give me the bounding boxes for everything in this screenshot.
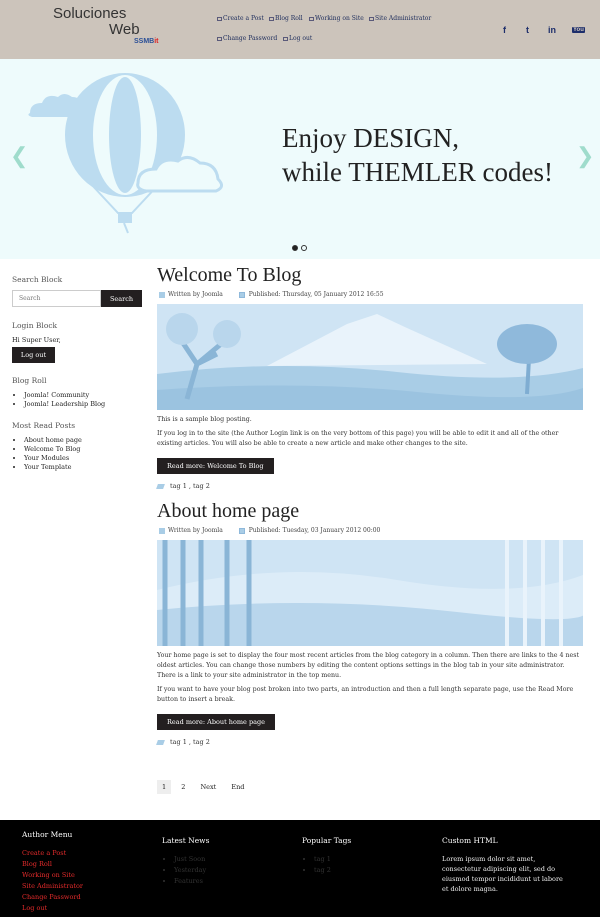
article-title[interactable]: About home page: [157, 500, 300, 522]
read-more-button[interactable]: Read more: Welcome To Blog: [157, 458, 274, 474]
author-menu-item[interactable]: Blog Roll: [22, 860, 52, 868]
slider-dot-1[interactable]: [292, 245, 298, 251]
author-menu: [22, 830, 162, 914]
tag-icon: [156, 484, 165, 489]
article-author: Written by Joomla: [168, 527, 223, 534]
logo-line-1: Soluciones: [53, 5, 127, 22]
author-menu-item[interactable]: Working on Site: [22, 871, 75, 879]
slider-dot-2[interactable]: [301, 245, 307, 251]
nav-create-post[interactable]: Create a Post: [217, 15, 264, 22]
nav-blog-roll[interactable]: Blog Roll: [269, 15, 303, 22]
blog-roll-list: [12, 391, 152, 409]
twitter-icon[interactable]: t: [526, 25, 529, 35]
search-input[interactable]: [12, 290, 101, 307]
author-icon: [159, 528, 165, 534]
author-icon: [159, 292, 165, 298]
most-read-item[interactable]: • About home page: [24, 436, 152, 445]
menu-square-icon: [217, 37, 222, 41]
article: [157, 500, 583, 746]
article-meta: [157, 527, 583, 534]
logout-button[interactable]: Log out: [12, 347, 55, 363]
article-image-bamboo: [157, 540, 583, 646]
page-2-link[interactable]: 2: [181, 783, 186, 791]
slide-headline-line-2: while THEMLER codes!: [282, 157, 553, 187]
tag-icon: [156, 740, 165, 745]
calendar-icon: [239, 528, 245, 534]
most-read-item[interactable]: • Your Template: [24, 463, 152, 472]
hero-slider: [0, 59, 600, 259]
article-published: Published: Tuesday, 03 January 2012 00:00: [248, 527, 381, 534]
blog-roll-title: Blog Roll: [12, 376, 47, 385]
popular-tags-list: [302, 854, 442, 876]
nav-log-out[interactable]: Log out: [283, 35, 312, 42]
article-tags: [157, 738, 583, 746]
slide-headline-line-1: Enjoy DESIGN,: [282, 123, 459, 153]
article-published: Published: Thursday, 05 January 2012 16:55: [248, 291, 384, 298]
blog-roll-item[interactable]: • Joomla! Leadership Blog: [24, 400, 152, 409]
popular-tags: [302, 836, 442, 876]
slide-headline: [282, 121, 553, 189]
linkedin-icon[interactable]: in: [548, 25, 556, 35]
menu-square-icon: [369, 17, 374, 21]
most-read-item[interactable]: • Your Modules: [24, 454, 152, 463]
article-paragraph: If you log in to the site (the Author Login link is on the very bottom of this page) you will be able to edit it and all of the other existing articles. You will also be able to create a new article and make other changes to the site.: [157, 430, 559, 447]
site-header: [0, 0, 600, 59]
site-footer: [0, 820, 600, 917]
pagination: [157, 780, 252, 794]
article-image-mountain: [157, 304, 583, 410]
end-page-link[interactable]: End: [231, 783, 245, 791]
page-1-link[interactable]: 1: [157, 780, 171, 794]
article-tags: [157, 482, 583, 490]
search-button[interactable]: Search: [101, 290, 142, 307]
custom-html-text: Lorem ipsum dolor sit amet, consectetur adipiscing elit, sed do eiusmod tempor incididunt ut labore et dolore magna.: [442, 855, 563, 893]
nav-site-administrator[interactable]: Site Administrator: [369, 15, 431, 22]
logo-line-2: Web: [109, 21, 140, 38]
author-menu-item[interactable]: Change Password: [22, 893, 81, 901]
article-list: [157, 264, 583, 756]
menu-square-icon: [269, 17, 274, 21]
slider-dots: [292, 245, 308, 253]
most-read-item[interactable]: • Welcome To Blog: [24, 445, 152, 454]
article-title[interactable]: Welcome To Blog: [157, 264, 302, 286]
facebook-icon[interactable]: f: [503, 25, 506, 35]
search-block-title: Search Block: [12, 275, 63, 284]
author-menu-list: [22, 848, 162, 914]
most-read-title: Most Read Posts: [12, 421, 76, 430]
latest-news-list: [162, 854, 302, 887]
custom-html-title: Custom HTML: [442, 836, 498, 845]
custom-html: [442, 836, 567, 894]
popular-tags-title: Popular Tags: [302, 836, 352, 845]
calendar-icon: [239, 292, 245, 298]
popular-tag-item[interactable]: • tag 1: [314, 854, 442, 865]
login-block-title: Login Block: [12, 321, 58, 330]
tag-links[interactable]: tag 1 , tag 2: [170, 482, 210, 490]
author-menu-item[interactable]: Create a Post: [22, 849, 67, 857]
author-menu-item[interactable]: Log out: [22, 904, 48, 912]
blog-roll-item[interactable]: • Joomla! Community: [24, 391, 152, 400]
author-menu-item[interactable]: Site Administrator: [22, 882, 83, 890]
article-meta: [157, 291, 583, 298]
slider-next-arrow-icon[interactable]: ❯: [576, 144, 595, 169]
slider-prev-arrow-icon[interactable]: ❮: [10, 144, 29, 169]
next-page-link[interactable]: Next: [200, 783, 217, 791]
menu-square-icon: [217, 17, 222, 21]
article-paragraph: If you want to have your blog post broken into two parts, an introduction and then a full length separate page, use the Read More button to insert a break.: [157, 686, 574, 703]
youtube-icon[interactable]: You: [573, 27, 584, 33]
tag-links[interactable]: tag 1 , tag 2: [170, 738, 210, 746]
popular-tag-item[interactable]: • tag 2: [314, 865, 442, 876]
latest-news-item[interactable]: • Just Soon: [174, 854, 302, 865]
latest-news: [162, 836, 302, 887]
nav-change-password[interactable]: Change Password: [217, 35, 277, 42]
sidebar: [12, 275, 152, 484]
logo-line-3: SSMBit: [134, 38, 159, 45]
latest-news-item[interactable]: • Yesterday: [174, 865, 302, 876]
search-form: [12, 290, 152, 307]
latest-news-item[interactable]: • Features: [174, 876, 302, 887]
site-logo[interactable]: [53, 5, 163, 45]
read-more-button[interactable]: Read more: About home page: [157, 714, 275, 730]
article-author: Written by Joomla: [168, 291, 223, 298]
hot-air-balloon-illustration: [28, 73, 228, 238]
login-greeting: Hi Super User,: [12, 336, 61, 344]
nav-working-on-site[interactable]: Working on Site: [309, 15, 364, 22]
article-paragraph: Your home page is set to display the four most recent articles from the blog category in a column. Then there are links to the 4 nest oldest articles. You can change those numbers by editing the content options settings in the blog tab in your site administrator. There is a link to your site administrator in the top menu.: [157, 652, 580, 679]
menu-square-icon: [309, 17, 314, 21]
article-paragraph: This is a sample blog posting.: [157, 416, 252, 423]
latest-news-title: Latest News: [162, 836, 210, 845]
article: [157, 264, 583, 490]
most-read-list: [12, 436, 152, 472]
author-menu-title: Author Menu: [22, 830, 73, 839]
menu-square-icon: [283, 37, 288, 41]
